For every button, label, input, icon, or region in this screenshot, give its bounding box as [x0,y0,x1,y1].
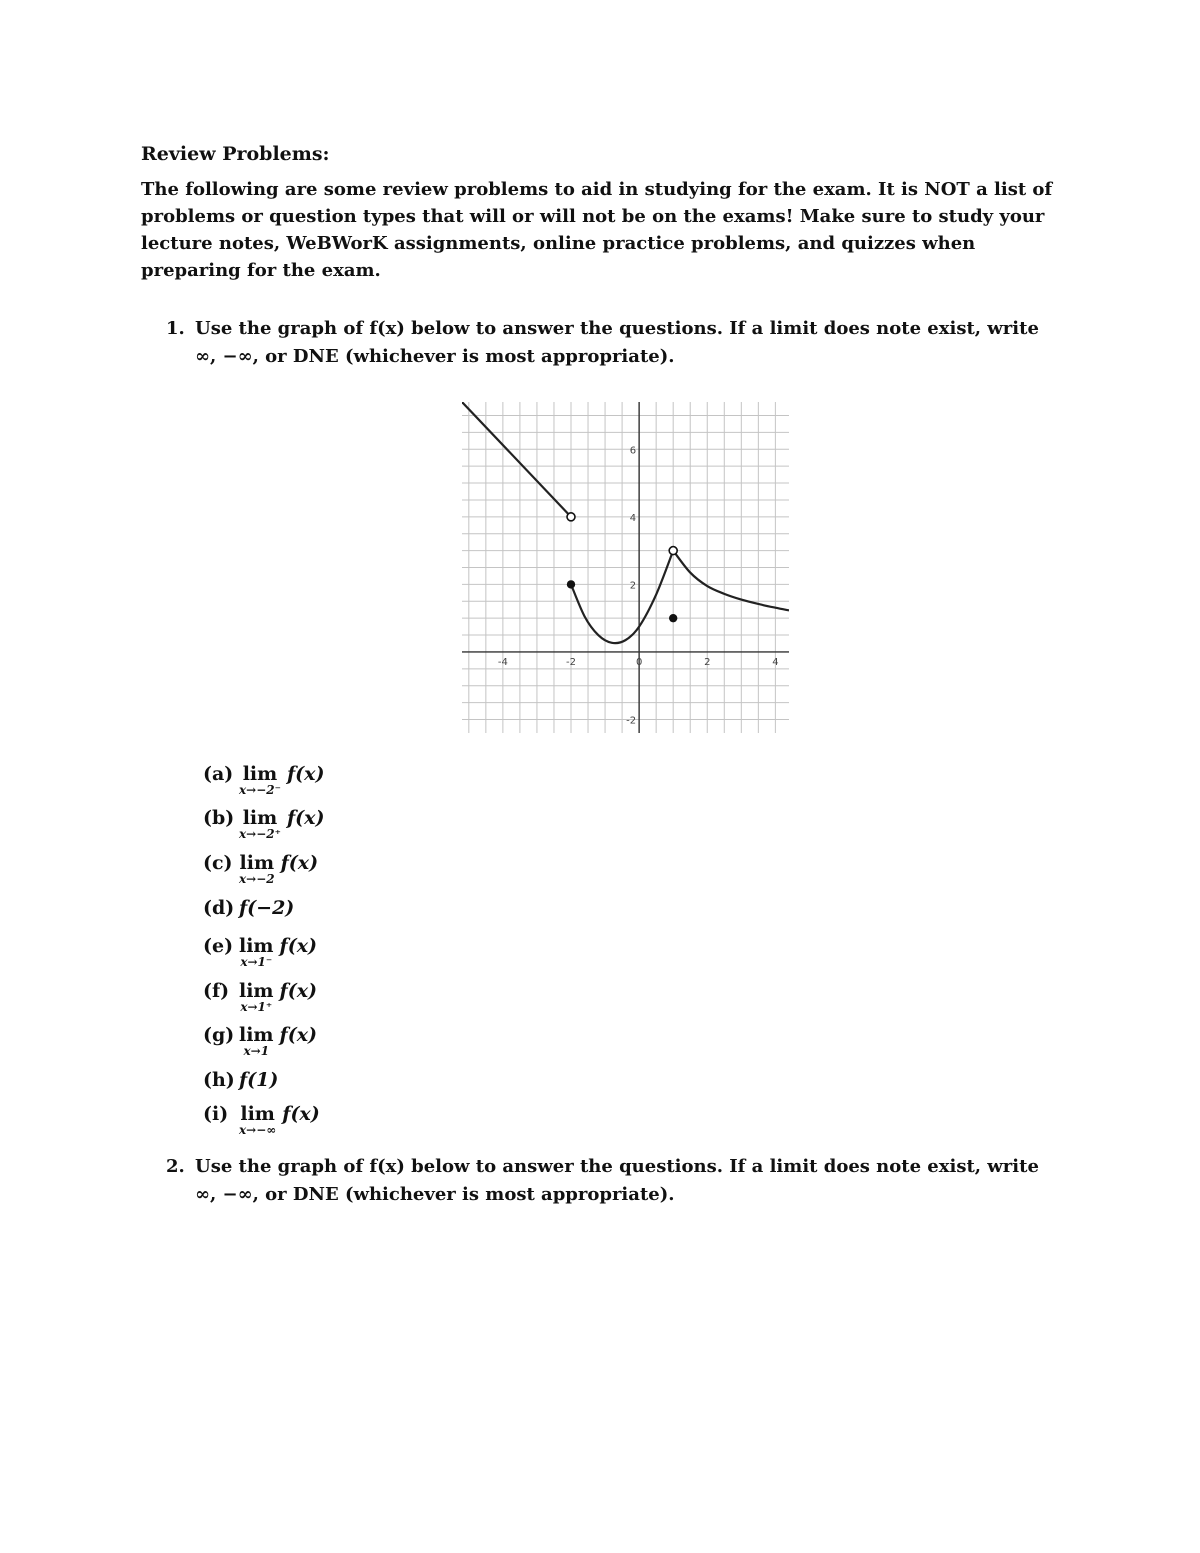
function-expression: f(x) [286,807,325,829]
part-label: (a) [203,763,234,785]
limit-word: lim [240,1103,275,1125]
part-label: (c) [203,852,233,874]
function-expression: f(x) [279,1024,318,1046]
limit-operator [239,980,274,1012]
limit-word: lim [242,763,278,785]
limit-word: lim [239,852,275,874]
limit-operator [239,852,275,884]
part-b [203,807,324,839]
part-label: (f) [203,980,230,1002]
part-label: (d) [203,897,235,919]
part-c [203,852,318,884]
limit-subscript: x→1⁺ [240,1000,273,1014]
problem-1 [166,315,1046,371]
part-label: (g) [203,1024,235,1046]
problem-number: 1. [166,318,185,339]
limit-subscript: x→1 [243,1044,270,1058]
part-d [203,897,294,919]
part-e [203,935,317,967]
function-expression: f(x) [279,935,318,957]
problem-2 [166,1153,1046,1209]
function-expression: f(x) [282,1103,320,1125]
function-expression: f(x) [280,852,319,874]
problem-number: 2. [166,1156,185,1177]
part-f [203,980,317,1012]
function-expression: f(1) [239,1069,279,1091]
function-expression: f(−2) [239,897,295,919]
y-tick-label: 6 [629,445,637,457]
problem-text: Use the graph of f(x) below to answer the questions. If a limit does note exist, write ∞, −∞, or DNE (whichever is most appropriate). [195,318,1039,367]
function-graph [462,402,789,733]
x-tick-label: -2 [566,656,576,668]
part-label: (i) [203,1103,229,1125]
limit-operator [239,807,281,839]
limit-word: lim [239,980,274,1002]
part-i [203,1103,320,1135]
x-tick-label: 4 [772,656,779,668]
limit-word: lim [242,807,278,829]
limit-operator [239,763,281,795]
limit-subscript: x→−∞ [239,1123,277,1137]
limit-word: lim [239,1024,274,1046]
limit-subscript: x→−2⁻ [239,783,281,797]
part-g [203,1024,317,1056]
part-h [203,1069,278,1091]
limit-operator [239,1103,276,1135]
page-heading: Review Problems: [141,143,330,165]
part-a [203,763,324,795]
x-tick-label: 0 [635,656,643,668]
closed-point [669,614,677,622]
open-point [669,547,677,555]
limit-operator [239,1024,274,1056]
y-tick-label: 2 [629,580,637,592]
x-tick-label: 2 [704,656,711,668]
intro-paragraph: The following are some review problems to aid in studying for the exam. It is NOT a list of problems or question types that will or will not be on the exams! Make sure to study your lecture notes, WeBWorK assignments, online practice problems, and quizzes when preparing for the exam. [141,179,1053,281]
y-tick-label: -2 [626,715,637,727]
part-label: (b) [203,807,235,829]
part-label: (h) [203,1069,235,1091]
limit-subscript: x→1⁻ [240,955,273,969]
open-point [567,513,575,521]
problem-text: Use the graph of f(x) below to answer the questions. If a limit does note exist, write ∞, −∞, or DNE (whichever is most appropriate). [195,1156,1039,1205]
closed-point [567,580,575,588]
function-expression: f(x) [286,763,325,785]
limit-operator [239,935,274,967]
y-tick-label: 4 [629,512,637,524]
part-label: (e) [203,935,234,957]
x-tick-label: -4 [497,656,508,668]
function-expression: f(x) [279,980,318,1002]
limit-subscript: x→−2⁺ [239,827,281,841]
limit-word: lim [239,935,274,957]
limit-subscript: x→−2 [239,872,275,886]
